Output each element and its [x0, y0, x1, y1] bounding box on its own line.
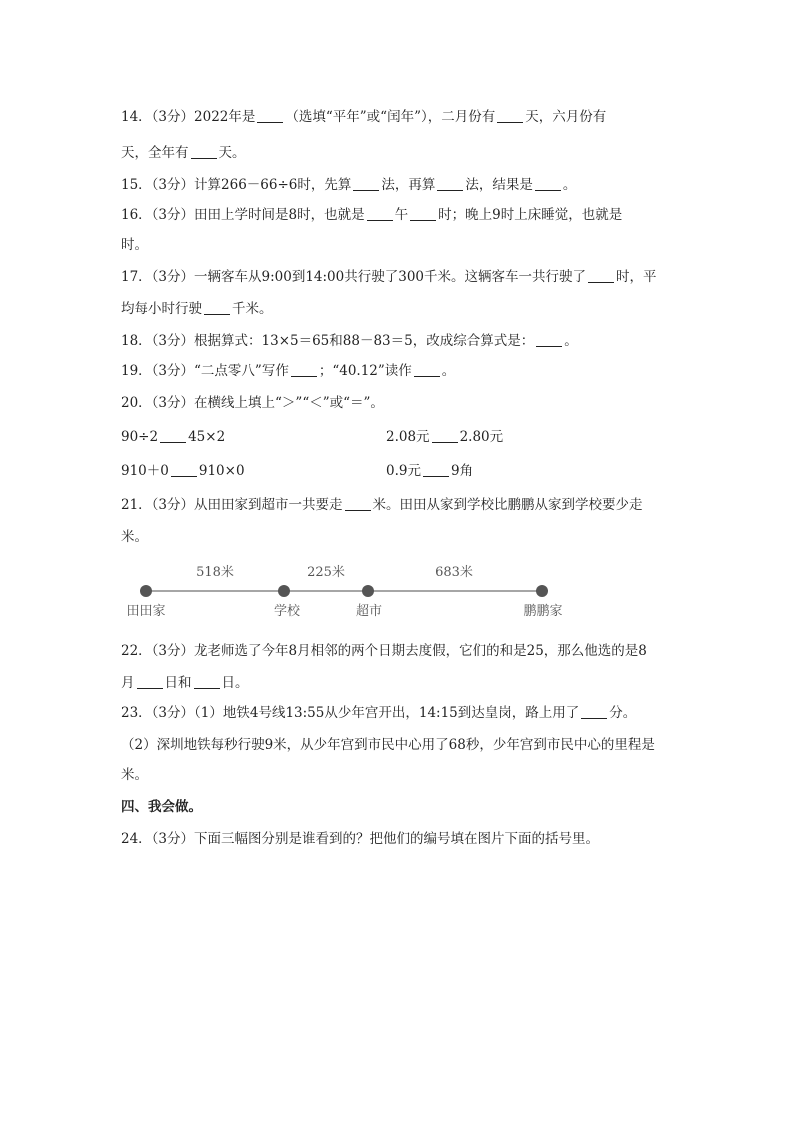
answer-blank[interactable] — [204, 300, 230, 315]
question-15: 15．（3分）计算266－66÷6时，先算 法，再算 法，结果是 。 — [121, 177, 577, 193]
question-14: 14．（3分）2022年是 （选填“平年”或“闰年”），二月份有 天，六月份有 — [121, 109, 607, 125]
question-16-cont: 时。 — [121, 237, 148, 253]
answer-blank[interactable] — [588, 268, 614, 283]
place-label-3: 超市 — [355, 604, 383, 619]
answer-blank[interactable] — [414, 362, 440, 377]
question-17: 17．（3分）一辆客车从9:00到14:00共行驶了300千米。这辆客车一共行驶了 时，平 — [121, 269, 657, 285]
question-24: 24．（3分）下面三幅图分别是谁看到的？把他们的编号填在图片下面的括号里。 — [121, 831, 600, 847]
question-21: 21．（3分）从田田家到超市一共要走 米。田田从家到学校比鹏鹏从家到学校要少走 — [121, 497, 643, 513]
question-20: 20．（3分）在横线上填上“＞”“＜”或“＝”。 — [121, 395, 384, 411]
answer-blank[interactable] — [171, 462, 197, 477]
answer-blank[interactable] — [581, 704, 607, 719]
answer-blank[interactable] — [432, 428, 458, 443]
distance-label-2: 225米 — [307, 565, 345, 580]
question-23-cont: 米。 — [121, 767, 148, 783]
distance-label-1: 518米 — [196, 565, 234, 580]
answer-blank[interactable] — [194, 674, 220, 689]
answer-blank[interactable] — [160, 428, 186, 443]
answer-blank[interactable] — [410, 206, 436, 221]
answer-blank[interactable] — [137, 674, 163, 689]
distance-diagram — [115, 556, 585, 626]
compare-row-2: 910＋0 910×0 0.9元 9角 — [121, 463, 474, 479]
point-school — [278, 585, 290, 597]
answer-blank[interactable] — [291, 362, 317, 377]
answer-blank[interactable] — [191, 144, 217, 159]
compare-right-2: 0.9元 9角 — [386, 463, 474, 479]
question-19: 19．（3分）“二点零八”写作 ；“40.12”读作 。 — [121, 363, 456, 379]
question-18: 18．（3分）根据算式：13×5＝65和88－83＝5，改成综合算式是： 。 — [121, 333, 578, 349]
point-pengpeng-home — [536, 585, 548, 597]
section-heading: 四、我会做。 — [121, 799, 202, 815]
question-21-cont: 米。 — [121, 529, 148, 545]
answer-blank[interactable] — [345, 496, 371, 511]
question-22: 22．（3分）龙老师选了今年8月相邻的两个日期去度假，它们的和是25，那么他选的是8 — [121, 643, 647, 659]
place-label-4: 鹏鹏家 — [523, 604, 563, 619]
answer-blank[interactable] — [497, 108, 523, 123]
answer-blank[interactable] — [437, 176, 463, 191]
question-22-cont: 月 日和 日。 — [121, 675, 249, 691]
place-label-1: 田田家 — [126, 604, 166, 619]
point-tiantian-home — [140, 585, 152, 597]
place-label-2: 学校 — [273, 604, 301, 619]
question-17-cont: 均每小时行驶 千米。 — [121, 301, 273, 317]
answer-blank[interactable] — [535, 176, 561, 191]
answer-blank[interactable] — [536, 332, 562, 347]
point-supermarket — [362, 585, 374, 597]
answer-blank[interactable] — [353, 176, 379, 191]
answer-blank[interactable] — [257, 108, 283, 123]
distance-label-3: 683米 — [435, 565, 473, 580]
question-23: 23．（3分）（1）地铁4号线13:55从少年宫开出，14:15到达皇岗，路上用了 分。 — [121, 705, 637, 721]
question-14-cont: 天，全年有 天。 — [121, 145, 246, 161]
compare-right-1: 2.08元 2.80元 — [386, 429, 504, 445]
question-23-part2: （2）深圳地铁每秒行驶9米，从少年宫到市民中心用了68秒，少年宫到市民中心的里程是 — [121, 737, 655, 753]
compare-row-1: 90÷2 45×2 2.08元 2.80元 — [121, 429, 504, 445]
answer-blank[interactable] — [367, 206, 393, 221]
answer-blank[interactable] — [423, 462, 449, 477]
question-16: 16．（3分）田田上学时间是8时，也就是 午 时；晚上9时上床睡觉，也就是 — [121, 207, 623, 223]
